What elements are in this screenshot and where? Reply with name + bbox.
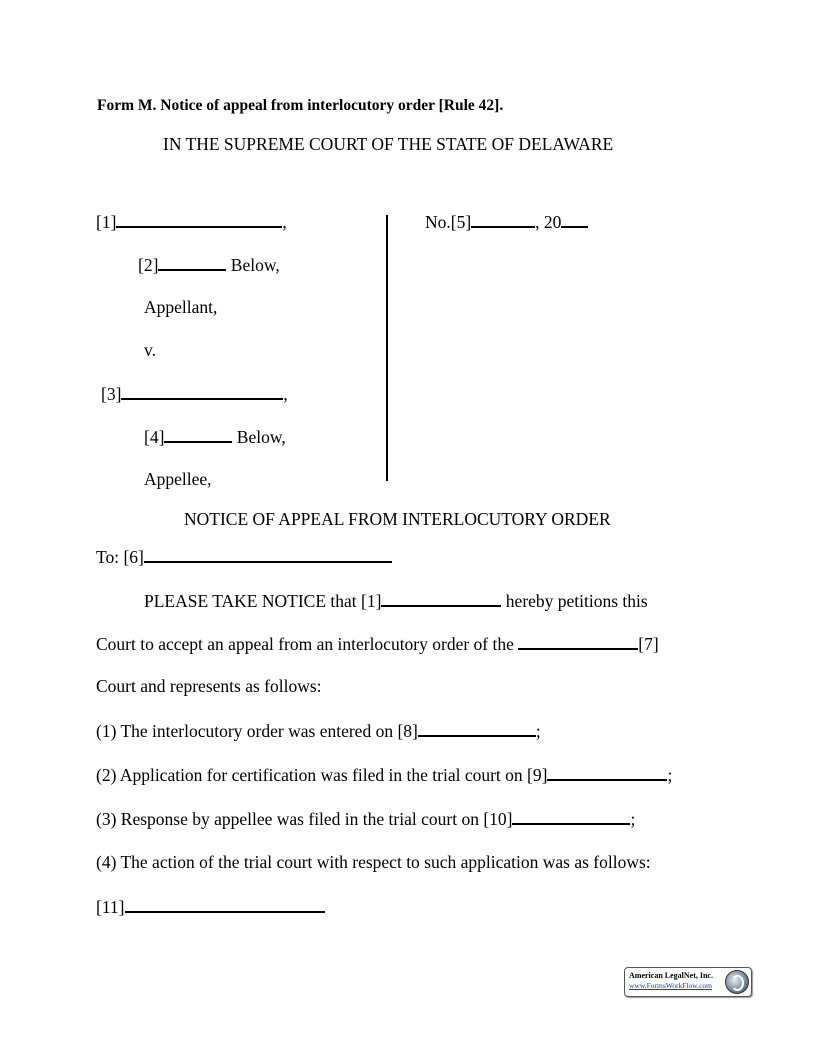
item-4: (4) The action of the trial court with respect to such application was as follows:: [96, 852, 651, 872]
blank-field-7[interactable]: [518, 633, 638, 650]
comma: ,: [283, 384, 288, 404]
blank-field-8[interactable]: [418, 720, 536, 737]
blank-field-9[interactable]: [547, 764, 667, 781]
item-text: (1) The interlocutory order was entered on [8]: [96, 721, 418, 741]
blank-field-10[interactable]: [512, 808, 630, 825]
party-3-court-line: [144, 426, 286, 447]
notice-text: Court to accept an appeal from an interlocutory order of the: [96, 634, 519, 654]
field-label-3: [3]: [101, 384, 122, 404]
court-title: IN THE SUPREME COURT OF THE STATE OF DELAWARE: [163, 134, 614, 154]
americanlegalnet-logo[interactable]: [624, 967, 752, 997]
versus-label: v.: [144, 340, 156, 360]
form-title: Form M. Notice of appeal from interlocutory order [Rule 42].: [97, 97, 504, 114]
field-label-4: [4]: [144, 427, 165, 447]
appellant-label: Appellant,: [144, 297, 218, 317]
blank-field-1[interactable]: [116, 211, 282, 228]
case-number-line: [425, 211, 588, 232]
party-1-line: [96, 211, 287, 232]
to-line: [96, 546, 392, 567]
item-1: [96, 720, 541, 741]
semicolon: ;: [667, 765, 673, 785]
blank-field-4[interactable]: [164, 426, 232, 443]
caption-divider: [386, 215, 388, 481]
field-label-2: [2]: [138, 255, 159, 275]
semicolon: ;: [535, 721, 541, 741]
blank-field-5[interactable]: [471, 211, 535, 228]
appellee-label: Appellee,: [144, 469, 212, 489]
to-label: To: [6]: [96, 547, 144, 567]
notice-text: PLEASE TAKE NOTICE that [1]: [144, 591, 382, 611]
field-label-11: [11]: [96, 897, 125, 917]
blank-field-3[interactable]: [121, 383, 283, 400]
item-11-line: [96, 896, 325, 917]
notice-text: hereby petitions this: [501, 591, 648, 611]
body-line-3: Court and represents as follows:: [96, 676, 322, 696]
logo-url[interactable]: www.FormsWorkFlow.com: [629, 981, 713, 990]
semicolon: ;: [630, 809, 636, 829]
comma: ,: [282, 212, 287, 232]
year-label: , 20: [535, 212, 562, 232]
blank-field-year[interactable]: [561, 211, 588, 228]
field-label-7: [7]: [638, 634, 659, 654]
globe-icon: [725, 970, 749, 994]
below-label: Below,: [232, 427, 286, 447]
item-2: [96, 764, 672, 785]
below-label: Below,: [226, 255, 280, 275]
body-line-2: [96, 633, 659, 654]
item-text: (2) Application for certification was filed in the trial court on [9]: [96, 765, 548, 785]
body-line-1: [144, 590, 648, 611]
blank-field-6[interactable]: [144, 546, 392, 563]
party-1-court-line: [138, 254, 280, 275]
field-label-1: [1]: [96, 212, 117, 232]
blank-field-11[interactable]: [125, 896, 325, 913]
notice-title: NOTICE OF APPEAL FROM INTERLOCUTORY ORDER: [184, 509, 611, 529]
blank-field-1-petitioner[interactable]: [381, 590, 501, 607]
case-number-label: No.[5]: [425, 212, 472, 232]
party-3-line: [101, 383, 288, 404]
item-3: [96, 808, 635, 829]
item-text: (3) Response by appellee was filed in the trial court on [10]: [96, 809, 513, 829]
logo-company: American LegalNet, Inc.: [629, 971, 713, 980]
blank-field-2[interactable]: [158, 254, 226, 271]
